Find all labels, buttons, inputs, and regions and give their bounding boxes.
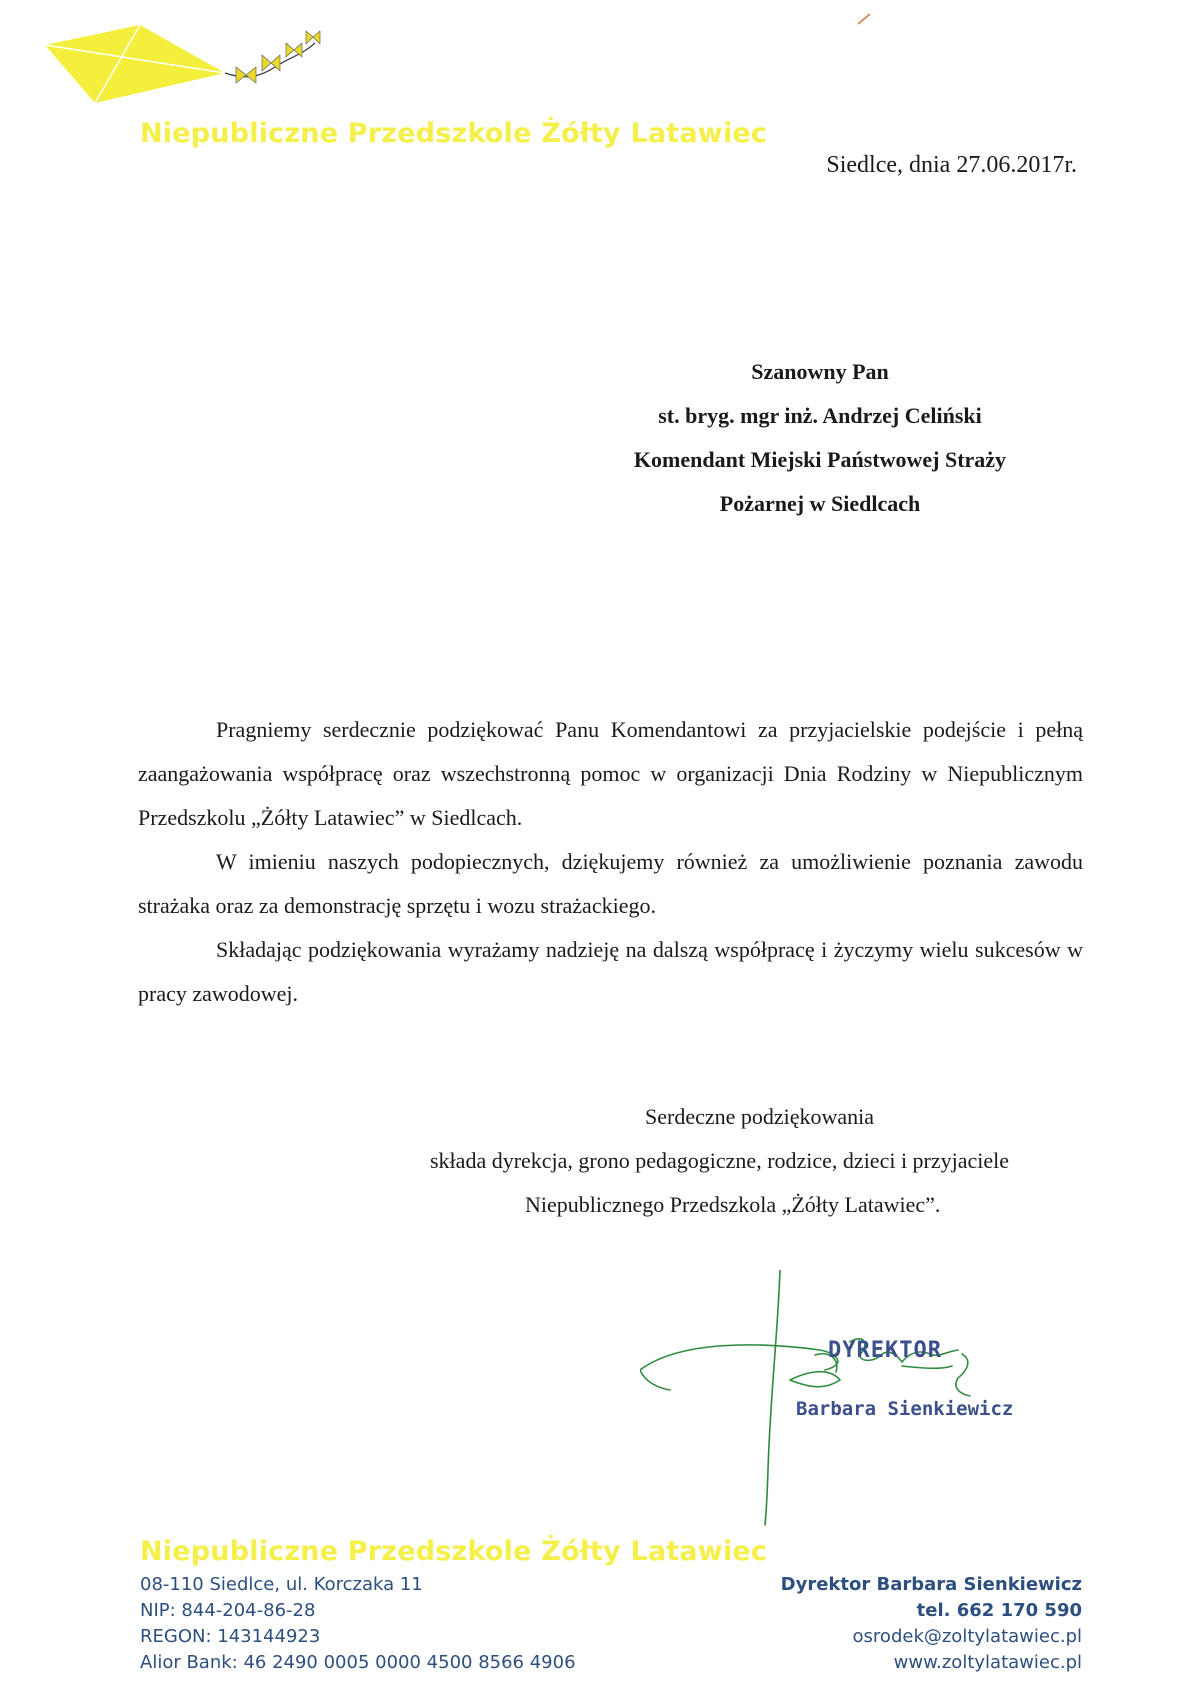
body-paragraph: Pragniemy serdecznie podziękować Panu Komendantowi za przyjacielskie podejście i pełną zaangażowania współpracę oraz wszechstronną pomoc w organizacji Dnia Rodziny w Niepublicznym Przedszkolu „Żółty Latawiec” w Siedlcach. bbox=[138, 717, 1083, 830]
footer-website[interactable]: www.zoltylatawiec.pl bbox=[893, 1652, 1082, 1673]
closing-line: Niepublicznego Przedszkola „Żółty Latawiec”. bbox=[525, 1192, 941, 1217]
closing-block bbox=[430, 1095, 1090, 1227]
letter-date: Siedlce, dnia 27.06.2017r. bbox=[826, 152, 1077, 178]
kite-bows bbox=[236, 31, 320, 83]
footer-nip: NIP: 844-204-86-28 bbox=[140, 1600, 316, 1621]
stamp-name: Barbara Sienkiewicz bbox=[796, 1398, 1014, 1420]
footer-bank: Alior Bank: 46 2490 0005 0000 4500 8566 4906 bbox=[140, 1652, 576, 1673]
footer-email[interactable]: osrodek@zoltylatawiec.pl bbox=[852, 1626, 1082, 1647]
addressee-name: st. bryg. mgr inż. Andrzej Celiński bbox=[658, 403, 982, 428]
kite-body bbox=[45, 25, 225, 103]
footer-organization-name: Niepubliczne Przedszkole Żółty Latawiec bbox=[140, 1536, 768, 1567]
letter-body bbox=[138, 708, 1083, 1016]
footer-director: Dyrektor Barbara Sienkiewicz bbox=[780, 1574, 1082, 1595]
stamp-title: DYREKTOR bbox=[828, 1338, 942, 1363]
addressee-institution: Pożarnej w Siedlcach bbox=[719, 491, 921, 516]
footer-regon: REGON: 143144923 bbox=[140, 1626, 321, 1647]
header-organization-name: Niepubliczne Przedszkole Żółty Latawiec bbox=[140, 118, 768, 149]
body-paragraph: W imieniu naszych podopiecznych, dziękujemy również za umożliwienie poznania zawodu strażaka oraz za demonstrację sprzętu i wozu strażackiego. bbox=[138, 849, 1083, 918]
footer-contact-right bbox=[781, 1572, 1082, 1676]
footer-address: 08-110 Siedlce, ul. Korczaka 11 bbox=[140, 1574, 423, 1595]
addressee-salutation: Szanowny Pan bbox=[751, 359, 889, 384]
closing-line: składa dyrekcja, grono pedagogiczne, rodzice, dzieci i przyjaciele bbox=[430, 1148, 1010, 1173]
footer-contact-left bbox=[140, 1572, 576, 1676]
addressee-position: Komendant Miejski Państwowej Straży bbox=[633, 447, 1007, 472]
closing-line: Serdeczne podziękowania bbox=[645, 1104, 875, 1129]
body-paragraph: Składając podziękowania wyrażamy nadzieję na dalszą współpracę i życzymy wielu sukcesów w pracy zawodowej. bbox=[138, 937, 1083, 1006]
addressee-block bbox=[560, 350, 1080, 526]
pen-mark bbox=[856, 12, 872, 26]
footer-phone: tel. 662 170 590 bbox=[916, 1600, 1082, 1621]
